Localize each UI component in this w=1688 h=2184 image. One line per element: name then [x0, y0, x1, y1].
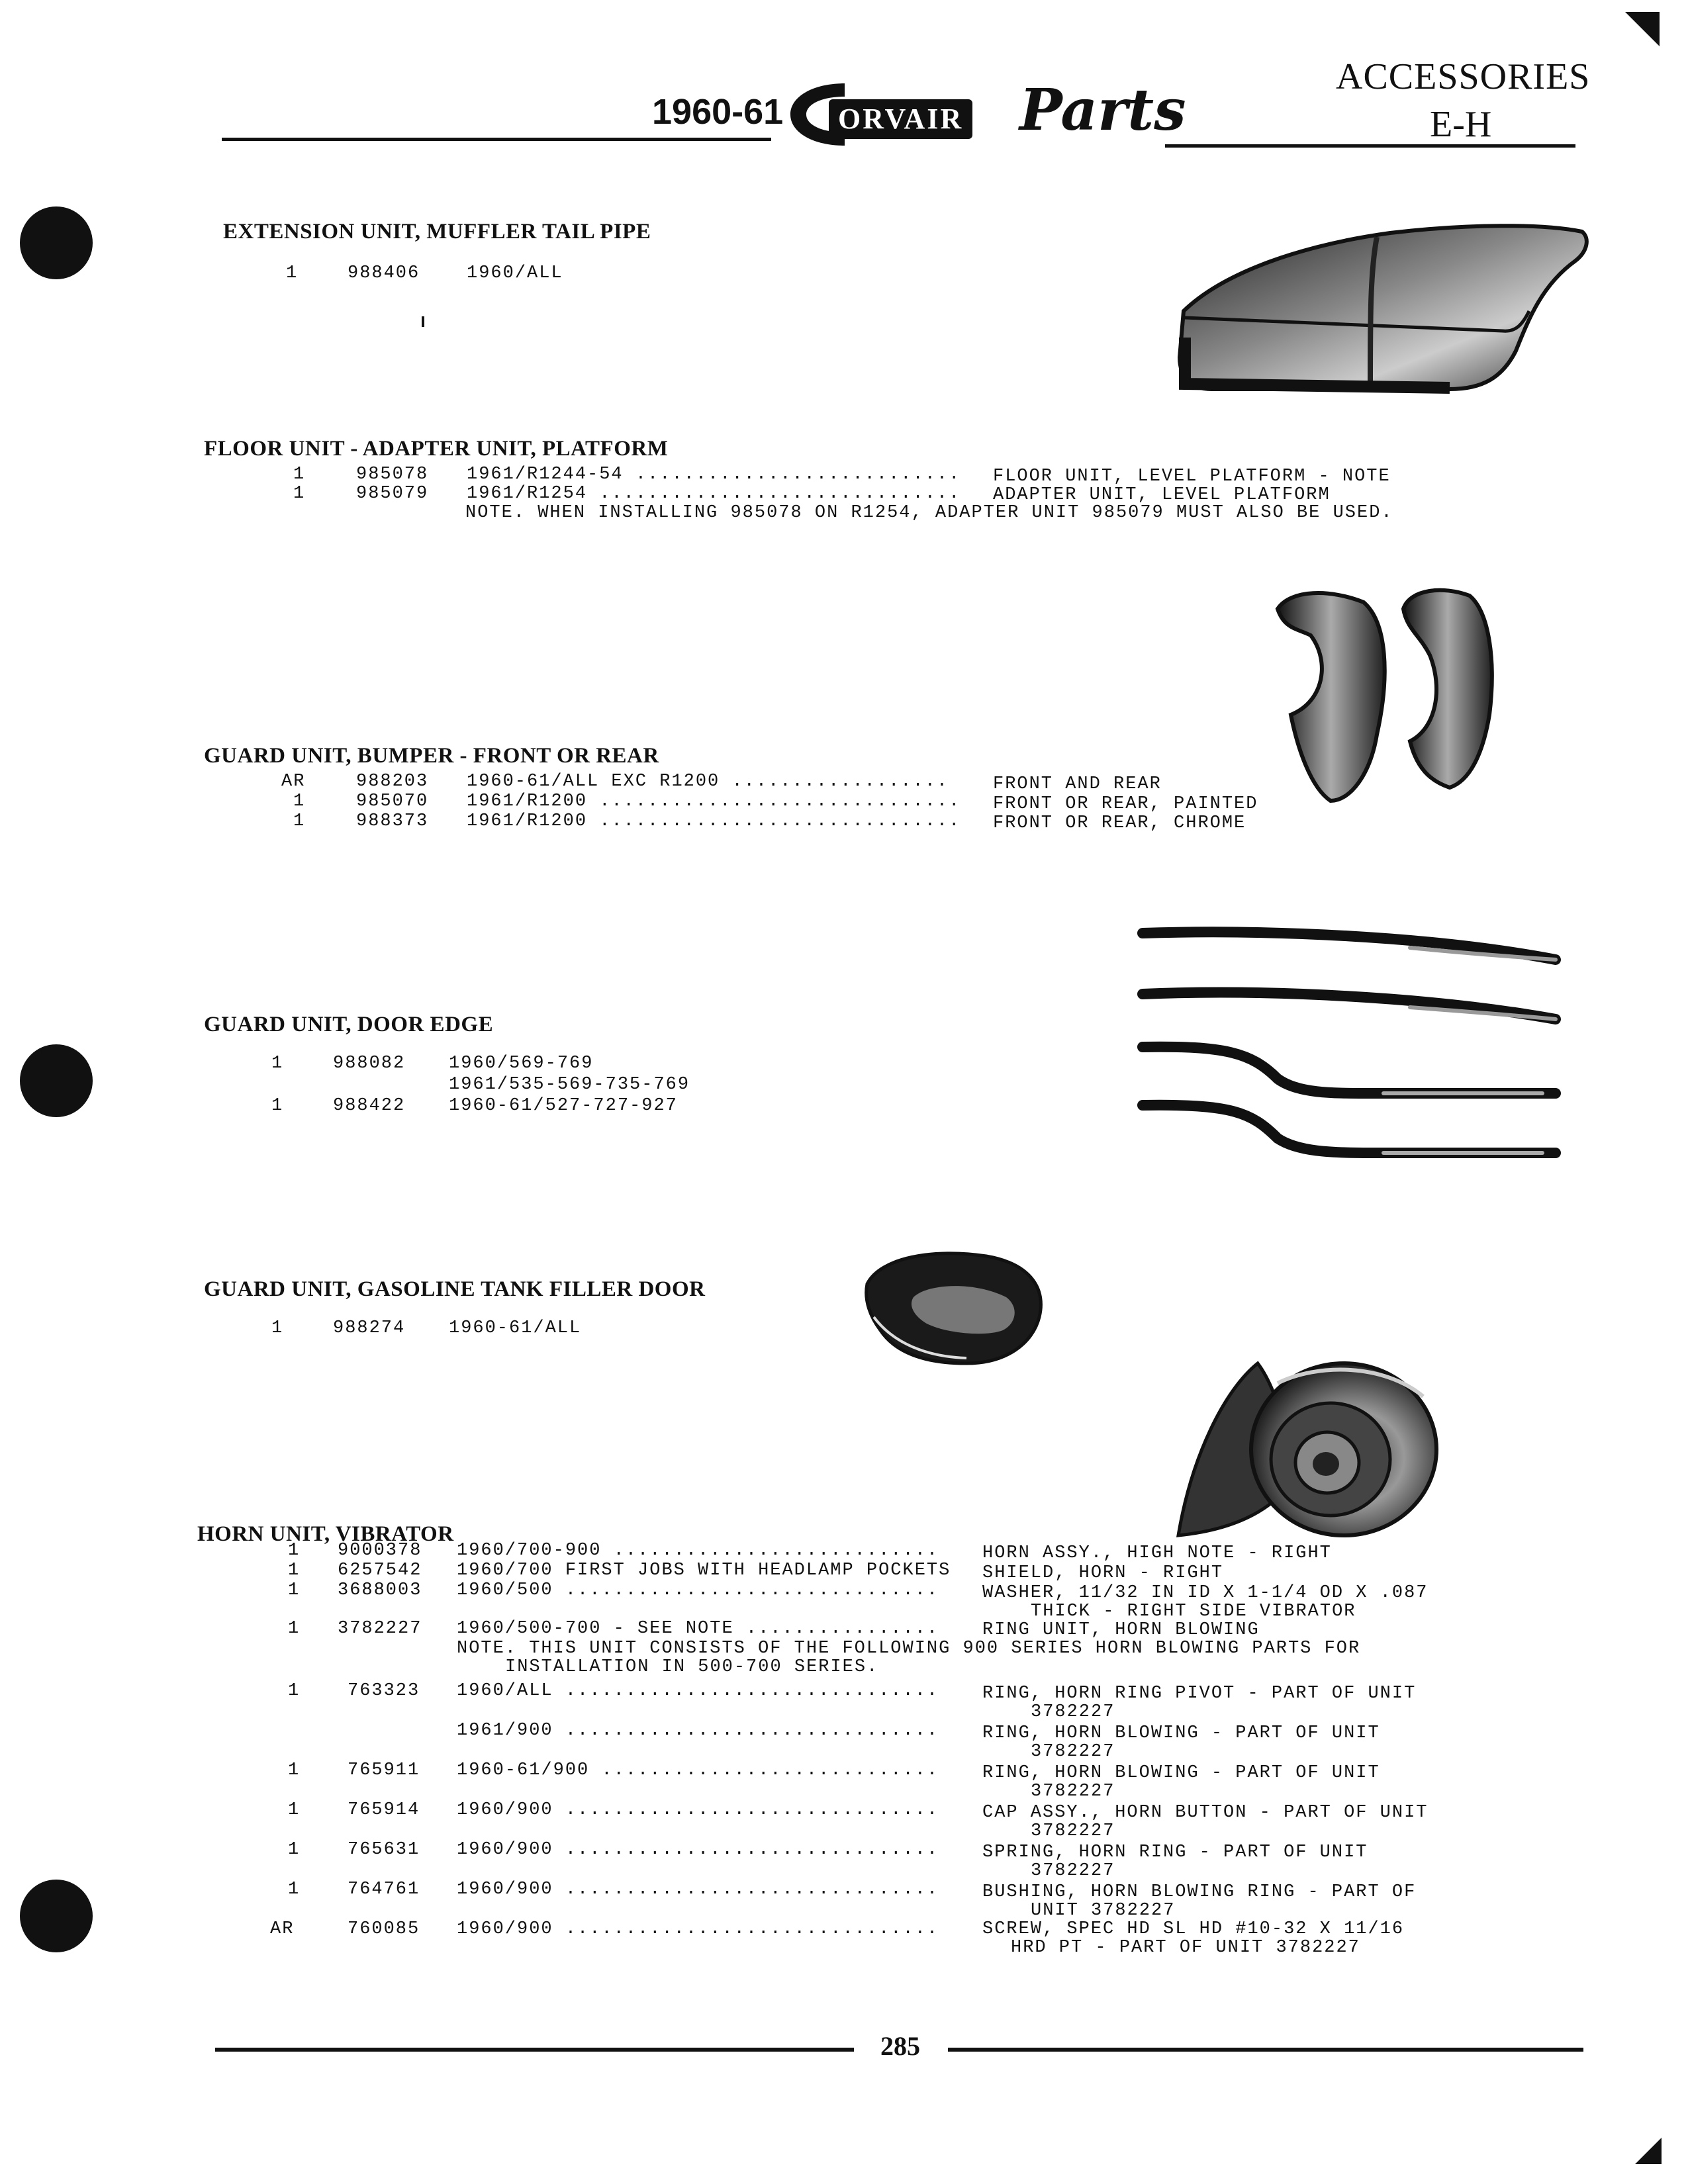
part-number: 765911 — [348, 1760, 420, 1780]
corner-mark-top — [1625, 12, 1665, 52]
description: ADAPTER UNIT, LEVEL PLATFORM — [993, 485, 1331, 505]
description: FLOOR UNIT, LEVEL PLATFORM - NOTE — [993, 467, 1391, 486]
qty: 1 — [288, 1561, 301, 1580]
part-number: 760085 — [348, 1919, 420, 1939]
qty: 1 — [288, 1681, 301, 1701]
description: SCREW, SPEC HD SL HD #10-32 X 11/16 — [982, 1919, 1405, 1939]
description-continued: 3782227 — [1031, 1702, 1115, 1722]
description: RING UNIT, HORN BLOWING — [982, 1620, 1260, 1640]
bumper-guard-illustration — [1271, 582, 1549, 807]
application: 1960/700 FIRST JOBS WITH HEADLAMP POCKETS — [457, 1561, 951, 1580]
description: RING, HORN RING PIVOT - PART OF UNIT — [982, 1684, 1417, 1704]
description: SHIELD, HORN - RIGHT — [982, 1563, 1224, 1583]
section-title-door-edge: GUARD UNIT, DOOR EDGE — [204, 1013, 494, 1036]
application: 1960-61/900 ............................ — [457, 1760, 939, 1780]
application: 1960/ALL — [467, 263, 563, 283]
application: 1960/700-900 ........................... — [457, 1541, 939, 1561]
brand-script: Parts — [1019, 77, 1186, 144]
description-continued: 3782227 — [1031, 1742, 1115, 1762]
qty: 1 — [293, 465, 306, 484]
header-years: 1960-61 — [652, 92, 784, 132]
application: 1960-61/ALL EXC R1200 .................. — [467, 772, 949, 792]
part-number: 988203 — [356, 772, 429, 792]
part-number: 9000378 — [338, 1541, 422, 1561]
header-rule-right — [1165, 144, 1575, 148]
page-number: 285 — [880, 2031, 920, 2061]
application: 1960-61/ALL — [449, 1318, 582, 1338]
part-number: 765631 — [348, 1840, 420, 1860]
qty: 1 — [271, 1318, 284, 1338]
application: 1961/R1200 .............................. — [467, 811, 961, 831]
application: 1961/R1244-54 ........................... — [467, 465, 961, 484]
part-number: 985079 — [356, 484, 429, 504]
part-number: 3688003 — [338, 1580, 422, 1600]
description: RING, HORN BLOWING - PART OF UNIT — [982, 1763, 1380, 1783]
qty: 1 — [288, 1880, 301, 1899]
section-title-filler: GUARD UNIT, GASOLINE TANK FILLER DOOR — [204, 1277, 706, 1301]
qty: 1 — [288, 1840, 301, 1860]
binder-hole-bottom — [20, 1880, 93, 1952]
corner-mark-bottom — [1635, 2138, 1668, 2171]
footer-rule-left — [215, 2048, 854, 2052]
application: 1960/ALL ............................... — [457, 1681, 939, 1701]
application: 1960/500-700 - SEE NOTE ................ — [457, 1619, 939, 1639]
header-rule-left — [222, 138, 771, 141]
part-number: 764761 — [348, 1880, 420, 1899]
note: NOTE. WHEN INSTALLING 985078 ON R1254, ADAPTER UNIT 985079 MUST ALSO BE USED. — [465, 503, 1393, 523]
description-continued: UNIT 3782227 — [1031, 1901, 1176, 1921]
qty: 1 — [293, 792, 306, 811]
part-number: 985070 — [356, 792, 429, 811]
application: 1960-61/527-727-927 — [449, 1096, 678, 1116]
qty: AR — [270, 1919, 295, 1939]
application: 1960/900 ............................... — [457, 1919, 939, 1939]
note-continued: INSTALLATION IN 500-700 SERIES. — [505, 1657, 879, 1677]
part-number: 988082 — [333, 1054, 406, 1073]
description: SPRING, HORN RING - PART OF UNIT — [982, 1843, 1368, 1862]
brand-wordmark: ORVAIR — [829, 99, 972, 139]
application: 1961/900 ............................... — [457, 1721, 939, 1741]
qty: 1 — [271, 1096, 284, 1116]
qty: 1 — [288, 1619, 301, 1639]
section-title-horn: HORN UNIT, VIBRATOR — [197, 1522, 454, 1546]
description: FRONT OR REAR, CHROME — [993, 813, 1246, 833]
header-range: E-H — [1430, 104, 1492, 145]
footer-rule-right — [948, 2048, 1583, 2052]
description: CAP ASSY., HORN BUTTON - PART OF UNIT — [982, 1803, 1429, 1823]
qty: 1 — [271, 1054, 284, 1073]
description: FRONT AND REAR — [993, 774, 1162, 794]
tail-pipe-extension-illustration — [1172, 218, 1595, 397]
section-title-floor: FLOOR UNIT - ADAPTER UNIT, PLATFORM — [204, 437, 669, 461]
description: FRONT OR REAR, PAINTED — [993, 794, 1258, 814]
part-number: 988422 — [333, 1096, 406, 1116]
description-continued: 3782227 — [1031, 1861, 1115, 1881]
application: 1960/500 ............................... — [457, 1580, 939, 1600]
application: 1961/R1254 .............................. — [467, 484, 961, 504]
qty: AR — [281, 772, 306, 792]
part-number: 988373 — [356, 811, 429, 831]
part-number: 988274 — [333, 1318, 406, 1338]
application: 1961/535-569-735-769 — [449, 1075, 690, 1095]
description: RING, HORN BLOWING - PART OF UNIT — [982, 1723, 1380, 1743]
application: 1961/R1200 .............................. — [467, 792, 961, 811]
description: HORN ASSY., HIGH NOTE - RIGHT — [982, 1543, 1332, 1563]
qty: 1 — [288, 1541, 301, 1561]
description: WASHER, 11/32 IN ID X 1-1/4 OD X .087 — [982, 1583, 1429, 1603]
horn-vibrator-illustration — [1165, 1337, 1443, 1549]
qty: 1 — [288, 1760, 301, 1780]
part-number: 988406 — [348, 263, 420, 283]
description: BUSHING, HORN BLOWING RING - PART OF — [982, 1882, 1417, 1902]
application: 1960/900 ............................... — [457, 1800, 939, 1820]
part-number: 765914 — [348, 1800, 420, 1820]
part-number: 6257542 — [338, 1561, 422, 1580]
part-number: 763323 — [348, 1681, 420, 1701]
part-number: 985078 — [356, 465, 429, 484]
qty: 1 — [288, 1800, 301, 1820]
application: 1960/569-769 — [449, 1054, 594, 1073]
application: 1960/900 ............................... — [457, 1880, 939, 1899]
binder-hole-top — [20, 206, 93, 279]
description-continued: 3782227 — [1031, 1821, 1115, 1841]
qty: 1 — [288, 1580, 301, 1600]
description-continued: HRD PT - PART OF UNIT 3782227 — [1011, 1938, 1360, 1958]
section-title-bumper: GUARD UNIT, BUMPER - FRONT OR REAR — [204, 744, 659, 768]
qty: 1 — [293, 811, 306, 831]
application: 1960/900 ............................... — [457, 1840, 939, 1860]
section-title-extension: EXTENSION UNIT, MUFFLER TAIL PIPE — [223, 220, 651, 244]
binder-hole-middle — [20, 1044, 93, 1117]
filler-door-guard-illustration — [854, 1244, 1053, 1370]
description-continued: THICK - RIGHT SIDE VIBRATOR — [1031, 1602, 1356, 1621]
description-continued: 3782227 — [1031, 1782, 1115, 1801]
stray-mark — [422, 316, 424, 327]
qty: 1 — [293, 484, 306, 504]
part-number: 3782227 — [338, 1619, 422, 1639]
qty: 1 — [286, 263, 299, 283]
door-edge-guard-illustration — [1132, 920, 1569, 1185]
header-category: ACCESSORIES — [1336, 56, 1591, 97]
note: NOTE. THIS UNIT CONSISTS OF THE FOLLOWING 900 SERIES HORN BLOWING PARTS FOR — [457, 1639, 1361, 1659]
